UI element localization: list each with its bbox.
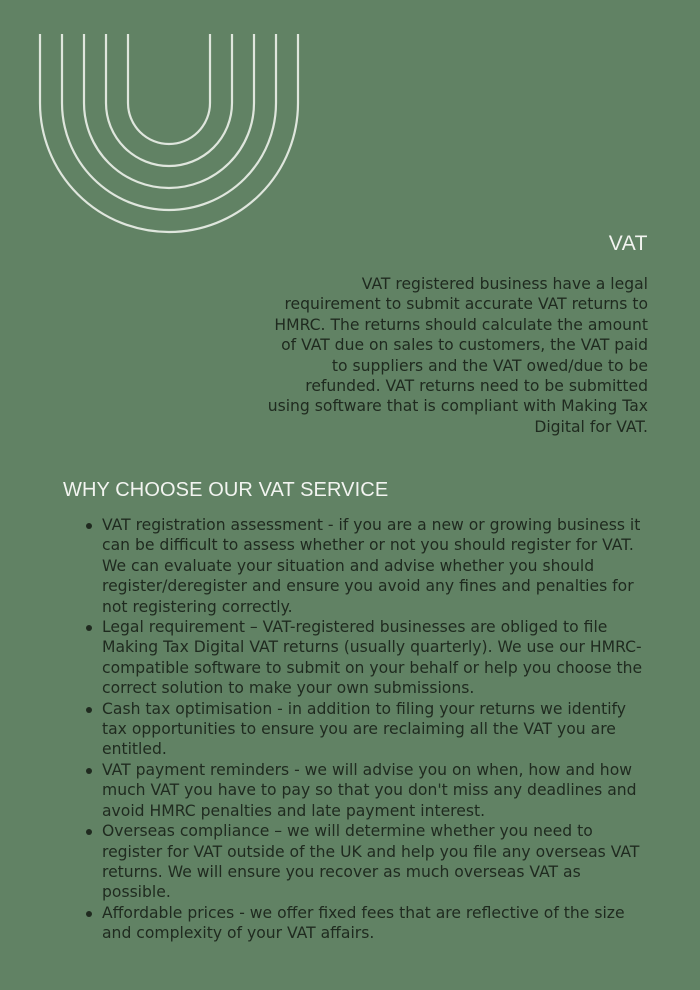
benefits-list: [102, 515, 652, 944]
benefit-item-payment-reminders: VAT payment reminders - we will advise you on when, how and how much VAT you have to pay so that you don't miss any deadlines and avoid HMRC penalties and late payment interest.: [102, 760, 652, 821]
benefit-item-cash-tax: Cash tax optimisation - in addition to filing your returns we identify tax opportunities to ensure you are reclaiming all the VAT you are entitled.: [102, 699, 652, 760]
concentric-arches-icon: [38, 34, 300, 234]
benefit-item-overseas: Overseas compliance – we will determine whether you need to register for VAT outside of the UK and help you file any overseas VAT returns. We will ensure you recover as much overseas VAT as possible.: [102, 821, 652, 903]
vat-intro-paragraph: VAT registered business have a legal requirement to submit accurate VAT returns to HMRC. The returns should calculate the amount of VAT due on sales to customers, the VAT paid to suppliers and the VAT owed/due to be refunded. VAT returns need to be submitted using software that is compliant with Making Tax Digital for VAT.: [267, 275, 648, 436]
benefit-item-legal-requirement: Legal requirement – VAT-registered businesses are obliged to file Making Tax Digital VAT returns (usually quarterly). We use our HMRC-compatible software to submit on your behalf or help you choose the correct solution to make your own submissions.: [102, 617, 652, 699]
benefit-item-registration: VAT registration assessment - if you are a new or growing business it can be difficult to assess whether or not you should register for VAT. We can evaluate your situation and advise whether you should register/deregister and ensure you avoid any fines and penalties for not registering correctly.: [102, 515, 652, 617]
why-choose-heading: WHY CHOOSE OUR VAT SERVICE: [63, 479, 389, 501]
vat-heading: VAT: [608, 232, 648, 255]
benefit-item-prices: Affordable prices - we offer fixed fees that are reflective of the size and complexity of your VAT affairs.: [102, 903, 652, 944]
